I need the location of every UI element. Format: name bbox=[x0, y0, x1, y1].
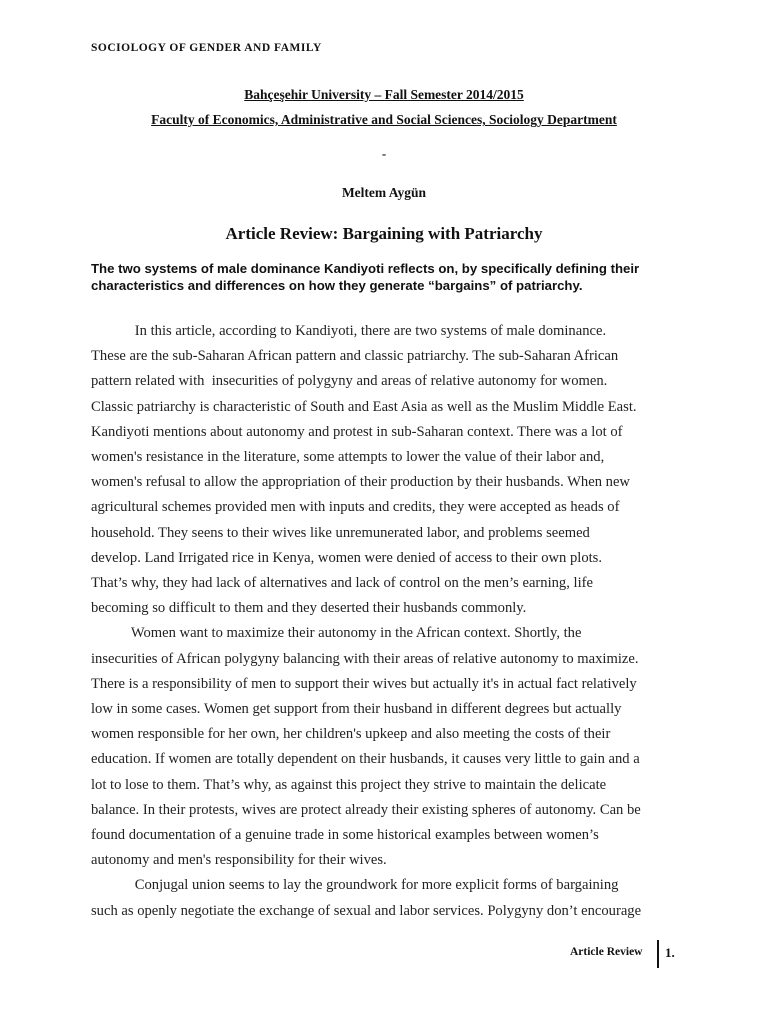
body-line: Women want to maximize their autonomy in the African context. Shortly, the bbox=[91, 625, 582, 642]
body-line: education. If women are totally dependent on their husbands, it causes very little to gain and a bbox=[91, 751, 640, 768]
body-line: These are the sub-Saharan African pattern and classic patriarchy. The sub-Saharan African bbox=[91, 348, 619, 365]
body-line: found documentation of a genuine trade in some historical examples between women’s bbox=[91, 827, 599, 843]
body-line: household. They seens to their wives like unremunerated labor, and problems seemed bbox=[91, 524, 590, 541]
body-line: In this article, according to Kandiyoti, there are two systems of male dominance. bbox=[91, 323, 607, 339]
body-line: balance. In their protests, wives are protect already their existing spheres of autonomy. Can be bbox=[91, 801, 641, 818]
running-header: SOCIOLOGY OF GENDER AND FAMILY bbox=[91, 42, 322, 54]
body-line: women responsible for her own, her children's upkeep and also meeting the costs of their bbox=[91, 726, 611, 743]
body-line: autonomy and men's responsibility for their wives. bbox=[91, 852, 387, 869]
article-title: Article Review: Bargaining with Patriarchy bbox=[225, 224, 543, 243]
body-line: women's resistance in the literature, some attempts to lower the value of their labor and, bbox=[91, 449, 605, 465]
body-line: Kandiyoti mentions about autonomy and protest in sub-Saharan context. There was a lot of bbox=[91, 423, 623, 440]
footer-divider bbox=[657, 940, 659, 968]
body-line: such as openly negotiate the exchange of sexual and labor services. Polygyny don’t encourage bbox=[91, 902, 642, 919]
footer-label: Article Review bbox=[570, 946, 643, 958]
body-line: low in some cases. Women get support from their husband in different degrees but actually bbox=[91, 701, 622, 717]
university-line: Bahçeşehir University – Fall Semester 2014/2015 bbox=[244, 87, 524, 102]
body-line: develop. Land Irrigated rice in Kenya, women were denied of access to their own plots. bbox=[91, 549, 603, 566]
body-line: There is a responsibility of men to support their wives but actually it's in actual fact relatively bbox=[91, 675, 637, 692]
body-line: women's refusal to allow the appropriation of their production by their husbands. When new bbox=[91, 474, 630, 491]
review-question: The two systems of male dominance Kandiyoti reflects on, by specifically defining their characteristics and differences on how they generate “bargains” of patriarchy. bbox=[91, 261, 640, 293]
author-name: Meltem Aygün bbox=[341, 185, 427, 200]
body-line: pattern related with insecurities of polygyny and areas of relative autonomy for women. bbox=[91, 373, 608, 390]
body-line: Classic patriarchy is characteristic of South and East Asia as well as the Muslim Middle East. bbox=[91, 398, 637, 415]
separator: - bbox=[381, 146, 387, 161]
faculty-line: Faculty of Economics, Administrative and Social Sciences, Sociology Department bbox=[151, 112, 617, 127]
body-line: Conjugal union seems to lay the groundwork for more explicit forms of bargaining bbox=[91, 877, 619, 894]
body-line: becoming so difficult to them and they deserted their husbands commonly. bbox=[91, 600, 527, 617]
body-line: lot to lose to them. That’s why, as against this project they strive to maintain the delicate bbox=[91, 776, 607, 793]
body-line: agricultural schemes provided men with inputs and credits, they were accepted as heads of bbox=[91, 499, 620, 516]
body-line: insecurities of African polygyny balancing with their areas of relative autonomy to maximize. bbox=[91, 650, 639, 667]
body-line: That’s why, they had lack of alternatives and lack of control on the men’s earning, life bbox=[91, 575, 593, 591]
page-number: 1. bbox=[665, 945, 675, 960]
